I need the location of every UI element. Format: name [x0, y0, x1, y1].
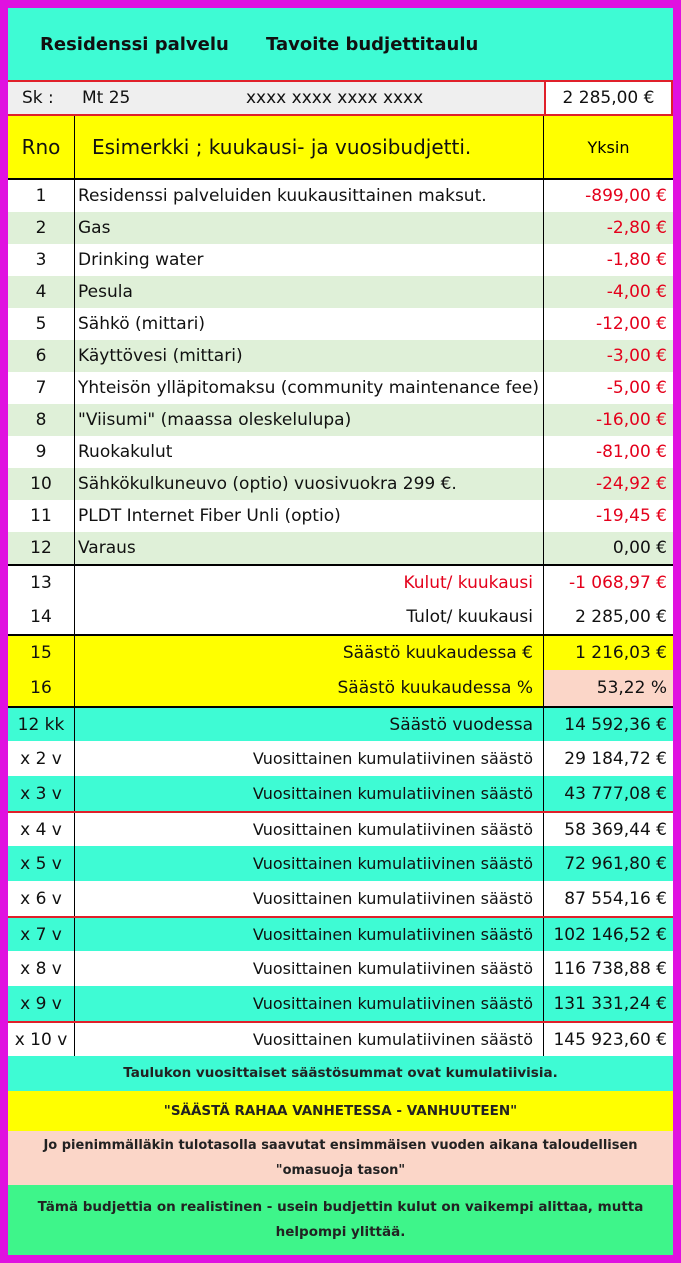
row-label: Gas [78, 218, 111, 238]
row-amount: -12,00 € [595, 314, 667, 334]
yearly-savings-row [8, 776, 673, 811]
yearly-savings-row [8, 811, 673, 846]
row-number: x 4 v [20, 819, 62, 840]
expense-row [8, 532, 673, 564]
row-label: Yhteisön ylläpitomaksu (community maintenance fee) [78, 378, 540, 398]
expense-row [8, 244, 673, 276]
table-title: Tavoite budjettitaulu [266, 34, 479, 55]
row-amount: -16,00 € [595, 410, 667, 430]
row-label: Tulot/ kuukausi [406, 607, 533, 627]
row-label: Kulut/ kuukausi [403, 573, 533, 593]
row-number: 1 [35, 186, 47, 206]
row-label: Käyttövesi (mittari) [78, 346, 243, 366]
sk-label: Sk : [22, 88, 54, 108]
row-amount: -24,92 € [595, 474, 667, 494]
row-amount: 145 923,60 € [553, 1029, 667, 1050]
yearly-savings-row [8, 986, 673, 1021]
row-amount: 131 331,24 € [553, 993, 667, 1014]
row-number: 7 [35, 378, 47, 398]
row-amount: 29 184,72 € [564, 748, 667, 769]
service-title: Residenssi palvelu [40, 34, 229, 55]
column-header-description: Esimerkki ; kuukausi- ja vuosibudjetti. [92, 135, 472, 159]
summary-row [8, 670, 673, 706]
column-header-rno: Rno [21, 135, 61, 159]
row-amount: 116 738,88 € [553, 958, 667, 979]
row-label: Varaus [78, 538, 136, 558]
expense-row [8, 468, 673, 500]
yearly-savings-row [8, 846, 673, 881]
row-number: 16 [30, 678, 52, 698]
slogan: "SÄÄSTÄ RAHAA VANHETESSA - VANHUUTEEN" [8, 1091, 673, 1131]
yearly-savings-row [8, 1021, 673, 1056]
account-row [8, 80, 673, 116]
row-label: Säästö kuukaudessa % [337, 678, 533, 698]
yearly-savings-row [8, 706, 673, 741]
summary-row [8, 600, 673, 634]
row-label: Vuosittainen kumulatiivinen säästö [252, 749, 533, 768]
row-amount: 0,00 € [612, 538, 667, 558]
summary-row [8, 634, 673, 670]
expense-row [8, 180, 673, 212]
yearly-savings-row [8, 916, 673, 951]
row-label: Pesula [78, 282, 133, 302]
yearly-savings-row [8, 741, 673, 776]
row-number: 2 [35, 218, 47, 238]
row-label: Sähkökulkuneuvo (optio) vuosivuokra 299 €. [78, 474, 457, 494]
row-number: 10 [30, 474, 52, 494]
row-amount: -3,00 € [606, 346, 667, 366]
summary-row [8, 564, 673, 600]
masked-account-number: xxxx xxxx xxxx xxxx [246, 88, 424, 108]
row-amount: -1,80 € [606, 250, 667, 270]
row-label: Residenssi palveluiden kuukausittainen maksut. [78, 186, 487, 206]
row-amount: -1 068,97 € [568, 573, 667, 593]
row-amount: 1 216,03 € [575, 643, 667, 663]
row-number: x 5 v [20, 853, 62, 874]
row-number: 9 [35, 442, 47, 462]
row-amount: 53,22 % [544, 670, 673, 706]
row-amount: 72 961,80 € [564, 853, 667, 874]
income-amount: 2 285,00 € [544, 80, 673, 116]
expense-row [8, 500, 673, 532]
budget-table [8, 8, 673, 1255]
row-number: x 10 v [14, 1029, 68, 1050]
row-label: "Viisumi" (maassa oleskelulupa) [78, 410, 352, 430]
row-label: Sähkö (mittari) [78, 314, 206, 334]
expense-row [8, 212, 673, 244]
row-number: 12 [30, 538, 52, 558]
row-amount: -899,00 € [585, 186, 667, 206]
row-label: Ruokakulut [78, 442, 173, 462]
row-label: Säästö kuukaudessa € [342, 643, 533, 663]
row-amount: -4,00 € [606, 282, 667, 302]
expense-row [8, 404, 673, 436]
column-header-row [8, 116, 673, 180]
row-amount: 14 592,36 € [564, 714, 667, 735]
row-amount: 102 146,52 € [553, 924, 667, 945]
info-note: Jo pienimmälläkin tulotasolla saavutat ensimmäisen vuoden aikana taloudellisen "omasuoja tason" [8, 1131, 673, 1185]
row-label: PLDT Internet Fiber Unli (optio) [78, 506, 341, 526]
column-header-yksin: Yksin [587, 137, 630, 157]
row-number: x 3 v [20, 783, 62, 804]
realistic-note: Tämä budjettia on realistinen - usein budjettin kulut on vaikempi alittaa, mutta helpompi ylittää. [8, 1185, 673, 1255]
row-label: Vuosittainen kumulatiivinen säästö [252, 925, 533, 944]
row-number: 12 kk [17, 714, 65, 735]
yearly-savings-row [8, 951, 673, 986]
row-amount: 87 554,16 € [564, 888, 667, 909]
row-amount: 43 777,08 € [564, 783, 667, 804]
row-number: x 7 v [20, 924, 62, 945]
row-label: Vuosittainen kumulatiivinen säästö [252, 994, 533, 1013]
row-number: 3 [35, 250, 47, 270]
row-number: 8 [35, 410, 47, 430]
row-number: x 6 v [20, 888, 62, 909]
row-number: x 2 v [20, 748, 62, 769]
cumulative-note: Taulukon vuosittaiset säästösummat ovat kumulatiivisia. [8, 1056, 673, 1091]
header [8, 8, 673, 80]
account-code: Mt 25 [82, 88, 131, 108]
row-number: x 9 v [20, 993, 62, 1014]
row-number: 5 [35, 314, 47, 334]
row-amount: -81,00 € [595, 442, 667, 462]
row-label: Vuosittainen kumulatiivinen säästö [252, 889, 533, 908]
row-number: 6 [35, 346, 47, 366]
row-label: Vuosittainen kumulatiivinen säästö [252, 854, 533, 873]
row-label: Vuosittainen kumulatiivinen säästö [252, 959, 533, 978]
expense-row [8, 308, 673, 340]
row-label: Vuosittainen kumulatiivinen säästö [252, 784, 533, 803]
expense-row [8, 276, 673, 308]
row-number: 14 [30, 607, 52, 627]
row-label: Säästö vuodessa [389, 714, 533, 735]
row-number: 4 [35, 282, 47, 302]
row-number: 15 [30, 643, 52, 663]
row-number: 11 [30, 506, 52, 526]
row-label: Vuosittainen kumulatiivinen säästö [252, 820, 533, 839]
row-label: Vuosittainen kumulatiivinen säästö [252, 1030, 533, 1049]
row-number: 13 [30, 573, 52, 593]
expense-row [8, 372, 673, 404]
row-amount: -2,80 € [606, 218, 667, 238]
expense-row [8, 340, 673, 372]
row-amount: 2 285,00 € [575, 607, 667, 627]
row-amount: 58 369,44 € [564, 819, 667, 840]
expense-row [8, 436, 673, 468]
row-amount: -19,45 € [595, 506, 667, 526]
yearly-savings-row [8, 881, 673, 916]
row-amount: -5,00 € [606, 378, 667, 398]
row-label: Drinking water [78, 250, 204, 270]
row-number: x 8 v [20, 958, 62, 979]
